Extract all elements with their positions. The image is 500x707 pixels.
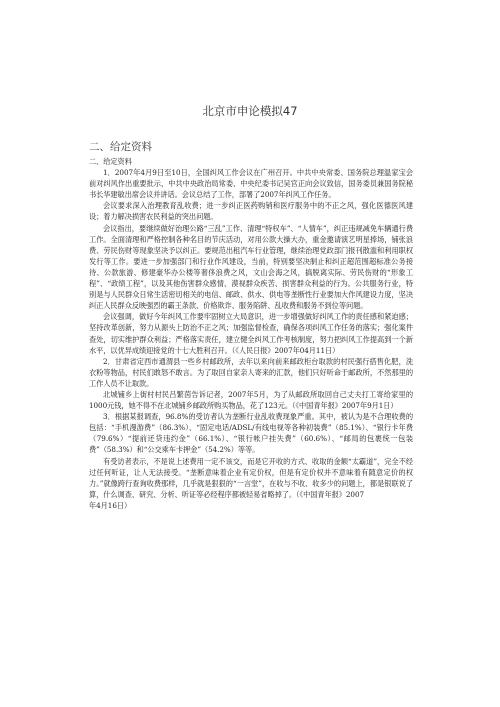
paragraph: 会议强调，做好今年纠风工作要牢固树立大局意识，进一步增强做好纠风工作的责任感和紧迫感；坚持改革创新，努力从源头上防治不正之风；加强监督检查，确保各项纠风工作任务的落实；强化案件查处，切实维护群众利益；严格落实责任，建立健全纠风工作考核制度，努力把纠风工作提高到一个新水平，以优异成绩迎接党的十七大胜利召开。（《人民日报》2007年04月11日） xyxy=(89,312,413,355)
paragraph: 有受访者表示，不是说上述费用一定不该交，而是它开收的方式、收取的金额“太霸道”，完全不经过任何听证，让人无法接受。“垄断意味着企业有定价权，但是有定价权并不意味着有随意定价的权力。”就像跨行查询收费那样，几乎就是狠狠的“一言堂”，在收与不收、收多少的问题上，都是银联说了算，什么调查、研究、分析、听证等必经程序都被轻易省略掉了。（《中国青年报》2007 xyxy=(89,456,413,499)
subheading: 二、给定资料 xyxy=(89,157,132,166)
paragraph: 北城铺乡上街村村民吕繁茵告诉记者，2007年5月，为了从邮政所取回自己丈夫打工寄给家里的1000元钱，她不得不在北城铺乡邮政所购买物品，花了123元。（《中国青年报》2007年9月1日） xyxy=(89,389,413,411)
paragraph: 会议要求深入治理教育乱收费；进一步纠正医药购销和医疗服务中的不正之风，强化医德医风建设；着力解决损害农民利益的突出问题。 xyxy=(89,201,413,222)
document-title: 北京市申论模拟47 xyxy=(202,104,298,118)
document-body xyxy=(89,156,413,511)
paragraph: 会议指出，要继续做好治理公路“三乱”工作、清理“特权车”、“人情车”，纠正违规减免车辆通行费工作。全面清理和严格控制各种名目的节庆活动，对用公款大操大办，重金邀请演艺明星捧场，铺张浪费、劳民伤财等现象坚决予以纠正。要规范出租汽车行业管理，继续治理党政部门报刊散滥和利用职权发行等工作。要进一步加强部门和行业作风建设，当前，特别要坚决制止和纠正超范围超标准公务接待、公款旅游、修建豪华办公楼等奢侈浪费之风，文山会海之风，搞脱离实际、劳民伤财的“形象工程”、“政绩工程”，以及其他伤害群众感情、漠视群众疾苦、损害群众利益的行为。公共服务行业，特别是与人民群众日常生活密切相关的电信、邮政、供水、供电等垄断性行业要加大作风建设力度，坚决纠正人民群众反映强烈的霸王条款、价格欺诈、服务陷阱、乱收费和服务不到位等问题。 xyxy=(89,223,413,311)
paragraph: 1．2007年4月9日至10日，全国纠风工作会议在广州召开。中共中央常委、国务院总理温家宝会前对纠风作出重要批示，中共中央政治局常委、中央纪委书记吴官正向会议致信，国务委员兼国务院秘书长华建敏出席会议并讲话。会议总结了工作，部署了2007年纠风工作任务。 xyxy=(89,168,413,200)
paragraph: 2．甘肃省定西市通渭县一些乡村邮政所，去年以来向前来邮政柜台取款的村民强行搭售化肥，洗衣粉等物品，村民们敢怒不敢言。为了取回自家亲人寄来的汇款，他们只好听命于邮政所，不然那里的工作人员不让取款。 xyxy=(89,356,413,388)
paragraph: 3．根据某报调查，96.8%的受访者认为垄断行业乱收费现象严重。其中，被认为是不合理收费的包括：“手机漫游费”（86.3%）、“固定电话/ADSL/有线电视等各种初装费”（85.1%）、“银行卡年费（79.6%）“提前还贷违约金”（66.1%）、“银行帐户挂失费”（60.6%）、“邮局的包裹统一包装费”（58.3%）和“公交乘车卡押金”（54.2%）等等。 xyxy=(89,412,413,455)
paragraph: 年4月16日） xyxy=(89,500,132,510)
section-heading: 二、给定资料 xyxy=(89,141,152,153)
